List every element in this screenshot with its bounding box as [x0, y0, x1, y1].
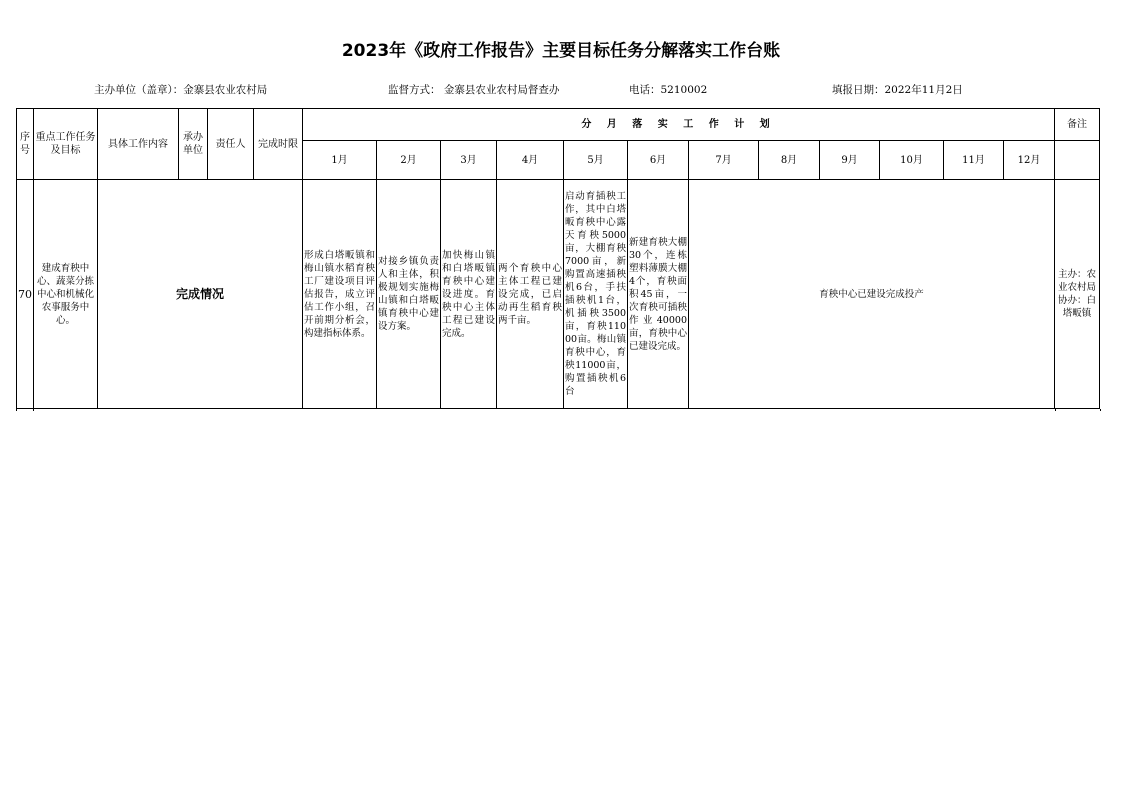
sponsor-unit: 主办单位（盖章）：金寨县农业农村局 [94, 84, 268, 96]
plan-feb: 对接乡镇负责人和主体，积极规划实施梅山镇和白塔畈镇育秧中心建设方案。 [377, 180, 441, 409]
table-continuation-line [1055, 409, 1056, 411]
supervision-method: 监督方式： 金寨县农业农村局督查办 [388, 84, 560, 96]
phone-number: 电话：5210002 [629, 84, 708, 96]
plan-may: 启动育插秧工作，其中白塔畈育秧中心露天育秧5000亩，大棚育秧7000亩，新购置高速插秧机6台，手扶插秧机1台，机插秧3500亩，育秧11000亩。梅山镇育秧中心，育秧11000亩，购置插秧机6台 [564, 180, 628, 409]
row-remark: 主办：农业农村局协办：白塔畈镇 [1055, 180, 1100, 409]
fill-date: 填报日期：2022年11月2日 [832, 84, 963, 96]
header-month: 10月 [880, 141, 944, 180]
page-title: 2023年《政府工作报告》主要目标任务分解落实工作台账 [341, 41, 781, 61]
header-month: 7月 [689, 141, 759, 180]
header-month: 9月 [820, 141, 880, 180]
header-remark-blank [1055, 141, 1100, 180]
header-month: 2月 [377, 141, 441, 180]
header-month: 5月 [564, 141, 628, 180]
plan-jan: 形成白塔畈镇和梅山镇水稻育秧工厂建设项目评估报告，成立评估工作小组，召开前期分析会，构建指标体系。 [303, 180, 377, 409]
plan-jun: 新建育秧大棚30个，连栋塑料薄膜大棚4个，育秧面积45亩，一次育秧可插秧作业40000亩，育秧中心已建设完成。 [628, 180, 689, 409]
header-monthly-plan: 分 月 落 实 工 作 计 划 [303, 109, 1055, 141]
table-continuation-line [16, 409, 17, 411]
table-continuation-line [1100, 409, 1101, 411]
plan-apr: 两个育秧中心主体工程已建设完成，已启动再生稻育秧两千亩。 [497, 180, 564, 409]
header-task: 重点工作任务及目标 [34, 109, 98, 180]
header-remark: 备注 [1055, 109, 1100, 141]
header-month: 4月 [497, 141, 564, 180]
header-month: 1月 [303, 141, 377, 180]
header-seq: 序号 [17, 109, 34, 180]
header-content: 具体工作内容 [98, 109, 179, 180]
header-month: 12月 [1004, 141, 1055, 180]
header-month: 3月 [441, 141, 497, 180]
header-unit: 承办单位 [179, 109, 208, 180]
table-continuation-line [33, 409, 34, 411]
plan-mar: 加快梅山镇和白塔畈镇育秧中心建设进度。育秧中心主体工程已建设完成。 [441, 180, 497, 409]
header-deadline: 完成时限 [254, 109, 303, 180]
plan-jul-dec: 育秧中心已建设完成投产 [689, 180, 1055, 409]
row-seq: 70 [17, 180, 34, 409]
header-month: 11月 [944, 141, 1004, 180]
header-month: 8月 [759, 141, 820, 180]
header-month: 6月 [628, 141, 689, 180]
task-ledger-table [16, 108, 1100, 409]
row-status: 完成情况 [98, 180, 303, 409]
row-task: 建成育秧中心、蔬菜分拣中心和机械化农事服务中心。 [34, 180, 98, 409]
header-person: 责任人 [208, 109, 254, 180]
